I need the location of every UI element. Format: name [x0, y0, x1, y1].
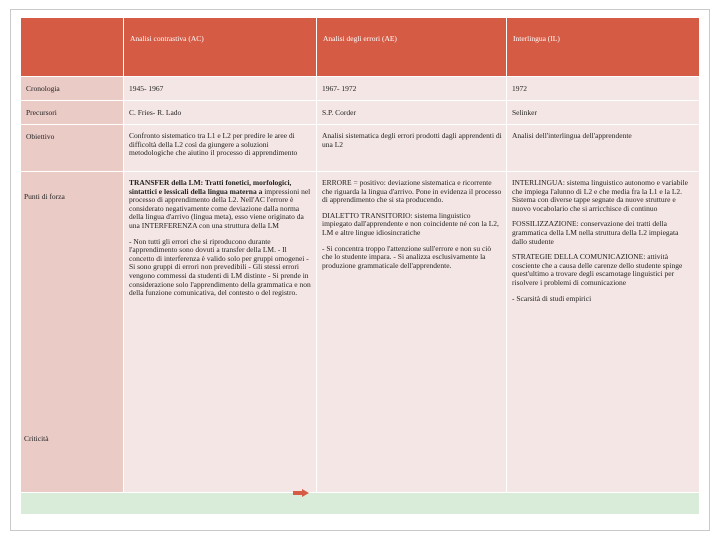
il-interlingua-paragraph: INTERLINGUA: sistema linguistico autonomo e variabile che impiega l'alunno di L2 e che media fra la L1 e la L2. Sistema con diverse tappe segnate da nuove strutture e nuovo vocabolario che si arricchisce di continuo — [512, 178, 689, 213]
comparison-table — [20, 17, 700, 515]
row-punti-di-forza — [21, 172, 700, 493]
header-interlingua: Interlingua (IL) — [507, 18, 700, 77]
cell-cronologia-ae: 1967- 1972 — [317, 77, 507, 101]
ac-transfer-paragraph: TRANSFER della LM: Tratti fonetici, morfologici, sintattici e lessicali della lingua materna a impressioni nel processo di apprendimento della L2. Nell'AC l'errore è considerato negativamente come deviazione dalla norma della lingua d'arrivo (lingua meta), esso viene originato da una INTERFERENZA con una struttura della LM — [129, 178, 311, 230]
footer-bar — [21, 493, 700, 515]
cell-punti-il — [507, 172, 700, 493]
criticita-label: Criticità — [24, 434, 49, 443]
row-cronologia — [21, 77, 700, 101]
cell-cronologia-ac: 1945- 1967 — [124, 77, 317, 101]
row-label-punti-di-forza — [21, 172, 124, 493]
ac-criticita-paragraph: - Non tutti gli errori che si riproducono durante l'apprendimento sono dovuti a transfer della LM. - Il concetto di interferenza è valido solo per gruppi omogenei - Si sono gruppi di errori non prevedibili - Gli stessi errori vengono commessi da studenti di LM distinte - Si prende in considerazione solo l'apprendimento della grammatica e non della funzione comunicativa, del contesto o del registro. — [129, 236, 311, 298]
cell-obiettivo-ae: Analisi sistematica degli errori prodotti dagli apprendenti di una L2 — [317, 125, 507, 172]
cell-precursori-ae: S.P. Corder — [317, 101, 507, 125]
il-fossilizzazione-paragraph: FOSSILIZZAZIONE: conservazione dei tratti della grammatica della LM nella struttura della L2 impiegata dallo studente — [512, 219, 679, 246]
right-arrow-icon[interactable] — [293, 489, 309, 497]
row-precursori — [21, 101, 700, 125]
cell-obiettivo-il: Analisi dell'interlingua dell'apprendente — [507, 125, 700, 172]
ae-errore-paragraph: ERRORE = positivo: deviazione sistematica e ricorrente che riguarda la lingua d'arrivo. Pone in evidenza il processo di apprendimento che si sta producendo. — [322, 178, 502, 205]
footer-row — [21, 493, 700, 515]
row-label-cronologia: Cronologia — [21, 77, 124, 101]
row-label-precursori: Precursori — [21, 101, 124, 125]
cell-precursori-il: Selinker — [507, 101, 700, 125]
il-criticita-paragraph: - Scarsità di studi empirici — [512, 293, 592, 303]
cell-obiettivo-ac: Confronto sistematico tra L1 e L2 per predire le aree di difficoltà della L2 così da giungere a soluzioni metodologiche che aiutino il processo di apprendimento — [124, 125, 317, 172]
cell-precursori-ac: C. Fries- R. Lado — [124, 101, 317, 125]
cell-cronologia-il: 1972 — [507, 77, 700, 101]
header-analisi-contrastiva: Analisi contrastiva (AC) — [124, 18, 317, 77]
cell-punti-ac — [124, 172, 317, 493]
row-label-obiettivo: Obiettivo — [21, 125, 124, 172]
ae-dialetto-paragraph: DIALETTO TRANSITORIO: sistema linguistico impiegato dall'apprendente e non coincidente né con la L2, LM e altre lingue idiosincratiche — [322, 210, 499, 237]
punti-di-forza-label: Punti di forza — [24, 192, 65, 201]
header-row — [21, 18, 700, 77]
row-obiettivo — [21, 125, 700, 172]
cell-punti-ae — [317, 172, 507, 493]
il-strategie-paragraph: STRATEGIE DELLA COMUNICAZIONE: attività cosciente che a causa delle carenze dello studente spinge quest'ultimo a trovare degli escamotage linguistici per risolvere i problemi di comunicazione — [512, 252, 683, 287]
header-empty — [21, 18, 124, 77]
header-analisi-errori: Analisi degli errori (AE) — [317, 18, 507, 77]
ae-criticita-paragraph: - Si concentra troppo l'attenzione sull'errore e non su ciò che lo studente impara. - Si analizza esclusivamente la produzione grammaticale dell'apprendente. — [322, 243, 492, 270]
